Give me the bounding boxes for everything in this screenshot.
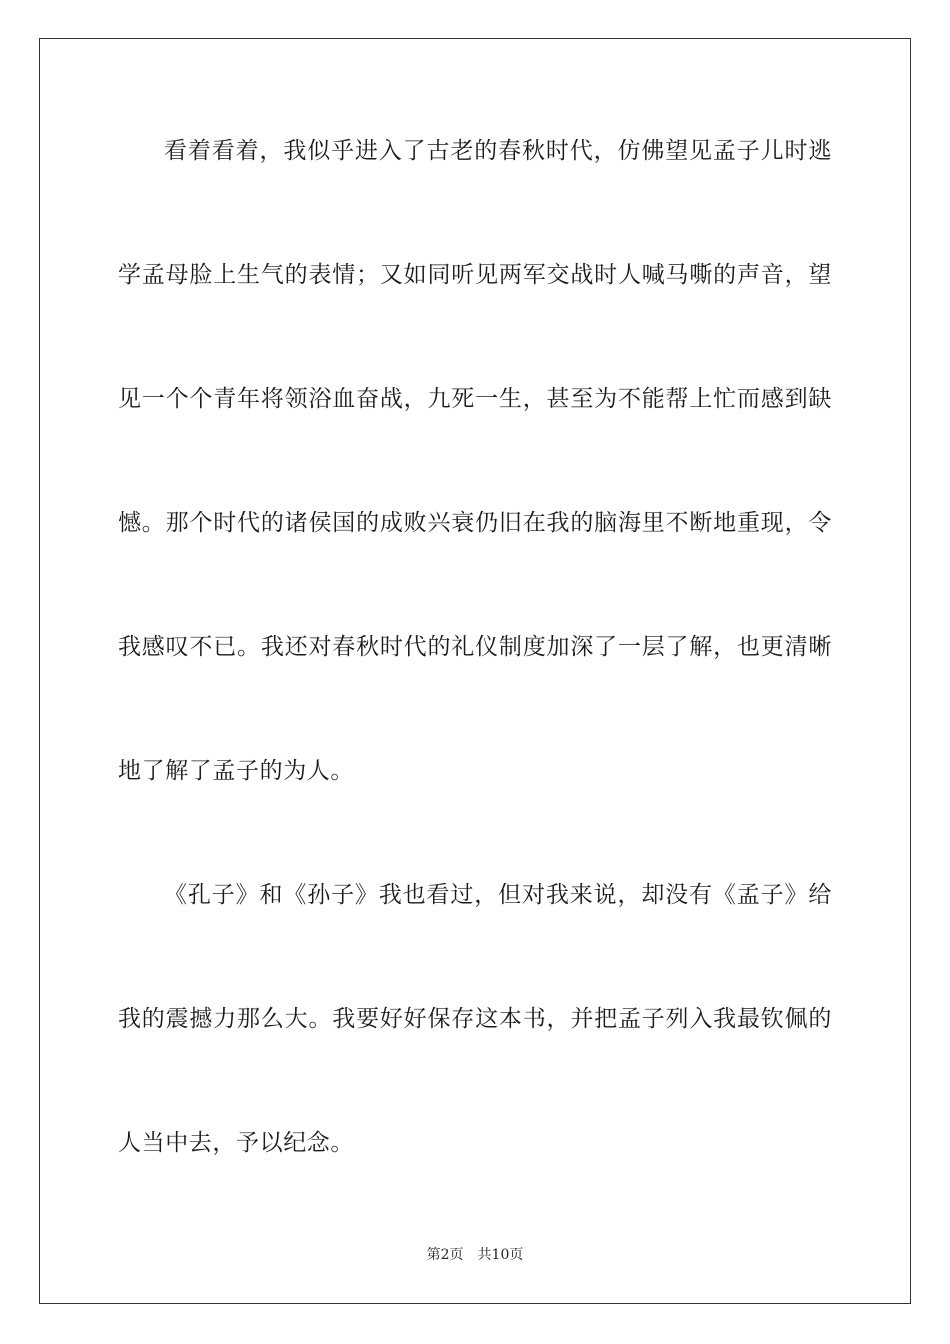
text-line: 《孔子》和《孙子》我也看过，但对我来说，却没有《孟子》给 (164, 882, 832, 908)
text-line: 憾。那个时代的诸侯国的成败兴衰仍旧在我的脑海里不断地重现，令 (118, 510, 832, 536)
text-line: 我的震撼力那么大。我要好好保存这本书，并把孟子列入我最钦佩的 (118, 1006, 832, 1032)
page-total: 共10页 (477, 1247, 524, 1263)
text-line: 地了解了孟子的为人。 (118, 758, 354, 784)
text-line: 人当中去，予以纪念。 (118, 1130, 354, 1156)
text-line: 我感叹不已。我还对春秋时代的礼仪制度加深了一层了解，也更清晰 (118, 634, 832, 660)
page-number: 第2页 (426, 1247, 464, 1263)
page-footer (0, 1246, 950, 1264)
text-line: 看着看着，我似乎进入了古老的春秋时代，仿佛望见孟子儿时逃 (164, 138, 832, 164)
text-line: 学孟母脸上生气的表情；又如同听见两军交战时人喊马嘶的声音，望 (118, 262, 832, 288)
page-border (39, 38, 911, 1304)
text-line: 见一个个青年将领浴血奋战，九死一生，甚至为不能帮上忙而感到缺 (118, 386, 832, 412)
